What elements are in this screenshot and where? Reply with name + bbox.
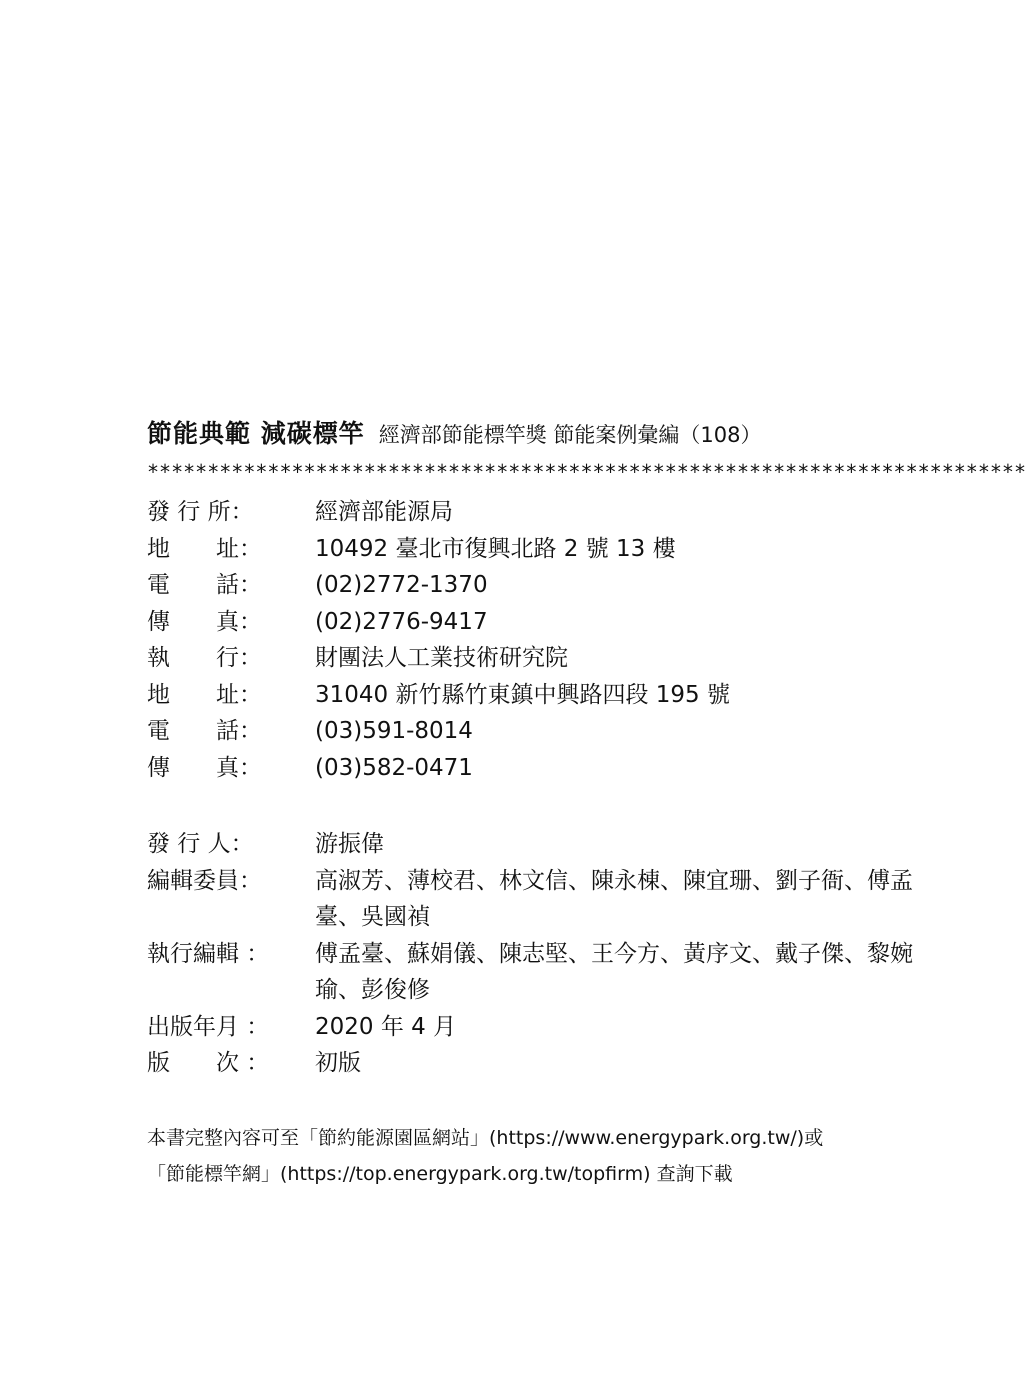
info-value: 10492 臺北市復興北路 2 號 13 樓 (315, 535, 676, 562)
info-row-address (147, 531, 947, 568)
info-value: 2020 年 4 月 (315, 1013, 457, 1040)
info-row-phone (147, 567, 947, 604)
info-value: (02)2772-1370 (315, 572, 488, 598)
info-value: (03)591-8014 (315, 718, 473, 744)
info-row-executive-editors (147, 936, 947, 1009)
title-line (147, 414, 947, 454)
info-label: 編輯委員： (147, 867, 262, 894)
info-value: (02)2776-9417 (315, 608, 488, 635)
info-label: 版 次 ： (147, 1050, 270, 1076)
info-value: 游振偉 (315, 831, 384, 857)
download-note-line: 「節能標竿網」(https://top.energypark.org.tw/topfirm) 查詢下載 (147, 1163, 733, 1185)
separator-line: ************************************************************************* (147, 460, 1026, 484)
info-label: 傳 真： (147, 608, 262, 635)
colophon (147, 414, 1026, 1082)
info-row-edition (147, 1045, 947, 1082)
info-value: 經濟部能源局 (315, 499, 453, 525)
editorial-info (147, 826, 947, 1082)
info-value: 財團法人工業技術研究院 (315, 645, 568, 671)
info-label: 電 話： (147, 572, 262, 598)
info-row-executor (147, 640, 947, 677)
info-value: 31040 新竹縣竹東鎮中興路四段 195 號 (315, 681, 730, 708)
info-value: 傅孟臺、蘇娟儀、陳志堅、王今方、黃序文、戴子傑、黎婉瑜、彭俊修 (315, 940, 913, 1003)
info-row-executor-phone (147, 713, 947, 750)
section-gap (147, 786, 947, 822)
info-label: 地 址： (147, 535, 262, 562)
info-label: 出版年月 ： (147, 1013, 270, 1040)
info-row-publisher (147, 494, 947, 531)
info-value: 高淑芳、薄校君、林文信、陳永棟、陳宜珊、劉子衙、傅孟臺、吳國禎 (315, 867, 913, 930)
info-row-executor-address (147, 677, 947, 714)
info-value: 初版 (315, 1050, 361, 1076)
info-value: (03)582-0471 (315, 754, 473, 781)
info-label: 執行編輯 ： (147, 940, 270, 967)
info-row-editorial-committee (147, 863, 947, 936)
subtitle: 經濟部節能標竿獎 節能案例彙編（108） (378, 423, 762, 447)
info-row-publication-date (147, 1009, 947, 1046)
info-row-executor-fax (147, 750, 947, 787)
info-label: 電 話： (147, 718, 262, 744)
info-label: 發 行 所： (147, 499, 254, 525)
info-row-issuer (147, 826, 947, 863)
info-label: 地 址： (147, 681, 262, 708)
info-label: 執 行： (147, 645, 262, 671)
download-note-line: 本書完整內容可至「節約能源園區網站」(https://www.energypark.org.tw/)或 (147, 1127, 824, 1149)
info-row-fax (147, 604, 947, 641)
info-label: 發 行 人： (147, 831, 254, 857)
info-label: 傳 真： (147, 754, 262, 781)
download-note (147, 1120, 927, 1192)
main-title: 節能典範 減碳標竿 (147, 419, 365, 448)
publisher-info (147, 494, 947, 786)
